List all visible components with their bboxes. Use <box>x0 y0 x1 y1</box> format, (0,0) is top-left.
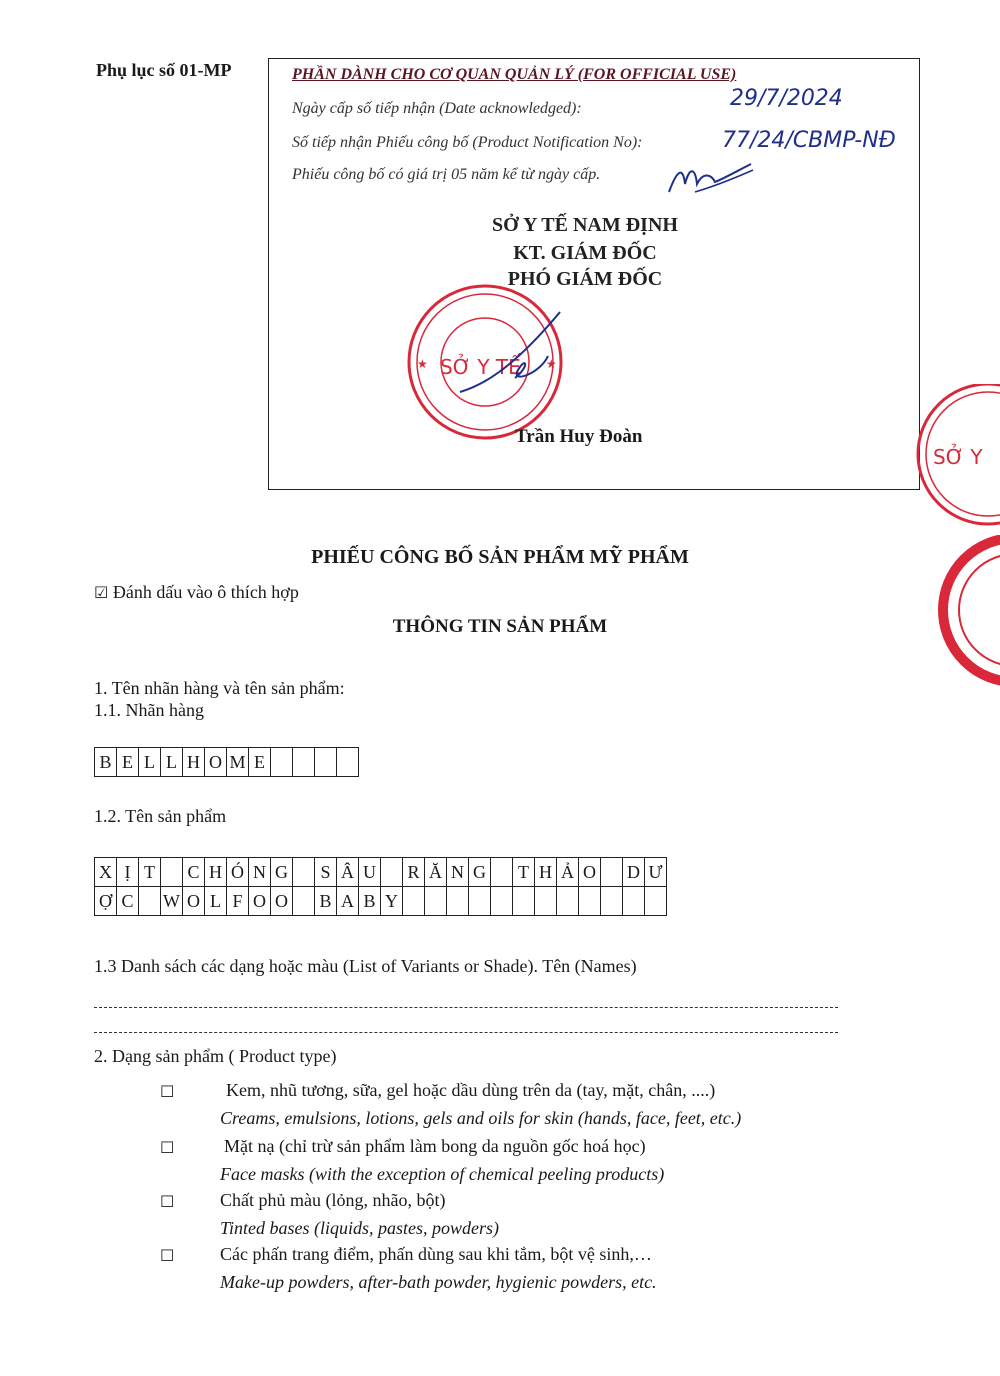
check-note <box>94 582 299 603</box>
product-name-cell <box>161 858 183 887</box>
product-name-cell <box>601 858 623 887</box>
agency-name: SỞ Y TẾ NAM ĐỊNH <box>492 214 678 236</box>
brand-cell: M <box>227 748 249 777</box>
product-name-cell: T <box>139 858 161 887</box>
variants-line-2 <box>94 1032 838 1033</box>
option-en-text: Make-up powders, after-bath powder, hygienic powders, etc. <box>220 1272 657 1292</box>
svg-text:SỞ Y: SỞ Y <box>933 445 983 469</box>
notification-number-label: Số tiếp nhận Phiếu công bố (Product Notification No): <box>292 134 643 151</box>
brand-cell <box>271 748 293 777</box>
option-vi-text: Mặt nạ (chỉ trừ sản phẩm làm bong da nguồn gốc hoá học) <box>224 1136 646 1156</box>
product-name-cell: O <box>183 887 205 916</box>
variants-line-1 <box>94 1007 838 1008</box>
product-name-cell <box>139 887 161 916</box>
signer-name: Trần Huy Đoàn <box>515 426 643 447</box>
official-use-heading: PHẦN DÀNH CHO CƠ QUAN QUẢN LÝ (FOR OFFICIAL USE) <box>292 66 737 83</box>
brand-cell: O <box>205 748 227 777</box>
brand-cell: H <box>183 748 205 777</box>
brand-cell: E <box>117 748 139 777</box>
product-name-cell <box>381 858 403 887</box>
checkbox-icon[interactable]: ☐ <box>160 1246 175 1265</box>
option-vi-text: Kem, nhũ tương, sữa, gel hoặc dầu dùng trên da (tay, mặt, chân, ....) <box>226 1080 716 1100</box>
q1-2-label: 1.2. Tên sản phẩm <box>94 806 227 826</box>
product-name-cell: Ợ <box>95 887 117 916</box>
checkbox-icon[interactable]: ☐ <box>160 1082 175 1101</box>
product-name-cell: S <box>315 858 337 887</box>
product-name-grid <box>94 857 667 916</box>
product-name-cell: C <box>117 887 139 916</box>
product-name-cell: Ă <box>425 858 447 887</box>
form-title: PHIẾU CÔNG BỐ SẢN PHẨM MỸ PHẨM <box>311 546 689 568</box>
notification-number-value: 77/24/CBMP-NĐ <box>722 128 896 153</box>
product-name-cell: N <box>249 858 271 887</box>
product-name-cell: B <box>359 887 381 916</box>
option-vi-text: Chất phủ màu (lỏng, nhão, bột) <box>220 1190 446 1210</box>
q1-1-label: 1.1. Nhãn hàng <box>94 700 204 720</box>
option-en-text: Face masks (with the exception of chemical peeling products) <box>220 1164 665 1184</box>
product-name-cell: D <box>623 858 645 887</box>
product-name-cell: G <box>469 858 491 887</box>
product-name-cell: O <box>271 887 293 916</box>
date-acknowledged-label: Ngày cấp số tiếp nhận (Date acknowledged): <box>292 100 582 117</box>
product-name-cell: Ị <box>117 858 139 887</box>
product-name-cell: T <box>513 858 535 887</box>
product-name-cell: H <box>535 858 557 887</box>
appendix-label: Phụ lục số 01-MP <box>96 60 232 80</box>
partial-edge-seal <box>893 384 1000 544</box>
official-seal <box>400 282 570 442</box>
brand-cell: L <box>161 748 183 777</box>
brand-cell: E <box>249 748 271 777</box>
product-name-cell: G <box>271 858 293 887</box>
product-name-cell: H <box>205 858 227 887</box>
product-name-cell: N <box>447 858 469 887</box>
product-name-cell: R <box>403 858 425 887</box>
option-vi-text: Các phấn trang điểm, phấn dùng sau khi tắm, bột vệ sinh,… <box>220 1244 652 1264</box>
product-name-cell: L <box>205 887 227 916</box>
svg-text:★: ★ <box>546 357 557 371</box>
product-name-cell: Y <box>381 887 403 916</box>
svg-text:SỞ Y TẾ: SỞ Y TẾ <box>440 355 521 379</box>
checkbox-icon[interactable]: ☐ <box>160 1138 175 1157</box>
initials-signature <box>665 160 755 200</box>
product-name-cell <box>491 887 513 916</box>
product-name-cell: Ó <box>227 858 249 887</box>
svg-text:★: ★ <box>417 357 428 371</box>
product-name-cell: A <box>337 887 359 916</box>
product-name-cell <box>425 887 447 916</box>
checkbox-checked-icon: ☑ <box>94 583 109 602</box>
product-name-cell: Â <box>337 858 359 887</box>
product-name-cell <box>293 858 315 887</box>
brand-cell <box>293 748 315 777</box>
product-name-cell <box>535 887 557 916</box>
product-name-cell: C <box>183 858 205 887</box>
option-en-text: Tinted bases (liquids, pastes, powders) <box>220 1218 500 1238</box>
validity-note: Phiếu công bố có giá trị 05 năm kể từ ngày cấp. <box>292 166 601 183</box>
signer-position: PHÓ GIÁM ĐỐC <box>507 268 663 290</box>
product-name-cell: O <box>579 858 601 887</box>
q1-3-label: 1.3 Danh sách các dạng hoặc màu (List of Variants or Shade). Tên (Names) <box>94 956 637 976</box>
brand-grid <box>94 747 359 777</box>
checkbox-icon[interactable]: ☐ <box>160 1192 175 1211</box>
product-name-cell: W <box>161 887 183 916</box>
product-name-cell: B <box>315 887 337 916</box>
product-name-cell <box>293 887 315 916</box>
product-name-cell <box>469 887 491 916</box>
product-name-cell <box>491 858 513 887</box>
date-acknowledged-value: 29/7/2024 <box>730 86 843 111</box>
brand-cell: B <box>95 748 117 777</box>
product-name-cell <box>513 887 535 916</box>
product-name-cell: Ả <box>557 858 579 887</box>
section-title: THÔNG TIN SẢN PHẨM <box>392 616 608 637</box>
product-name-cell: Ư <box>645 858 667 887</box>
pp-line: KT. GIÁM ĐỐC <box>513 242 657 264</box>
product-name-cell <box>447 887 469 916</box>
product-name-cell: U <box>359 858 381 887</box>
product-name-cell <box>645 887 667 916</box>
product-name-cell <box>557 887 579 916</box>
brand-cell <box>337 748 359 777</box>
product-name-row-2 <box>95 887 667 916</box>
brand-cell <box>315 748 337 777</box>
q2-title: 2. Dạng sản phẩm ( Product type) <box>94 1046 337 1066</box>
product-name-cell: X <box>95 858 117 887</box>
product-name-cell <box>601 887 623 916</box>
product-name-cell <box>403 887 425 916</box>
check-note-text: Đánh dấu vào ô thích hợp <box>112 582 299 602</box>
option-en-text: Creams, emulsions, lotions, gels and oils for skin (hands, face, feet, etc.) <box>220 1108 742 1128</box>
product-name-cell <box>579 887 601 916</box>
brand-cell: L <box>139 748 161 777</box>
product-name-row-1 <box>95 858 667 887</box>
product-name-cell: F <box>227 887 249 916</box>
product-name-cell: O <box>249 887 271 916</box>
product-name-cell <box>623 887 645 916</box>
q1-title: 1. Tên nhãn hàng và tên sản phẩm: <box>94 678 345 698</box>
